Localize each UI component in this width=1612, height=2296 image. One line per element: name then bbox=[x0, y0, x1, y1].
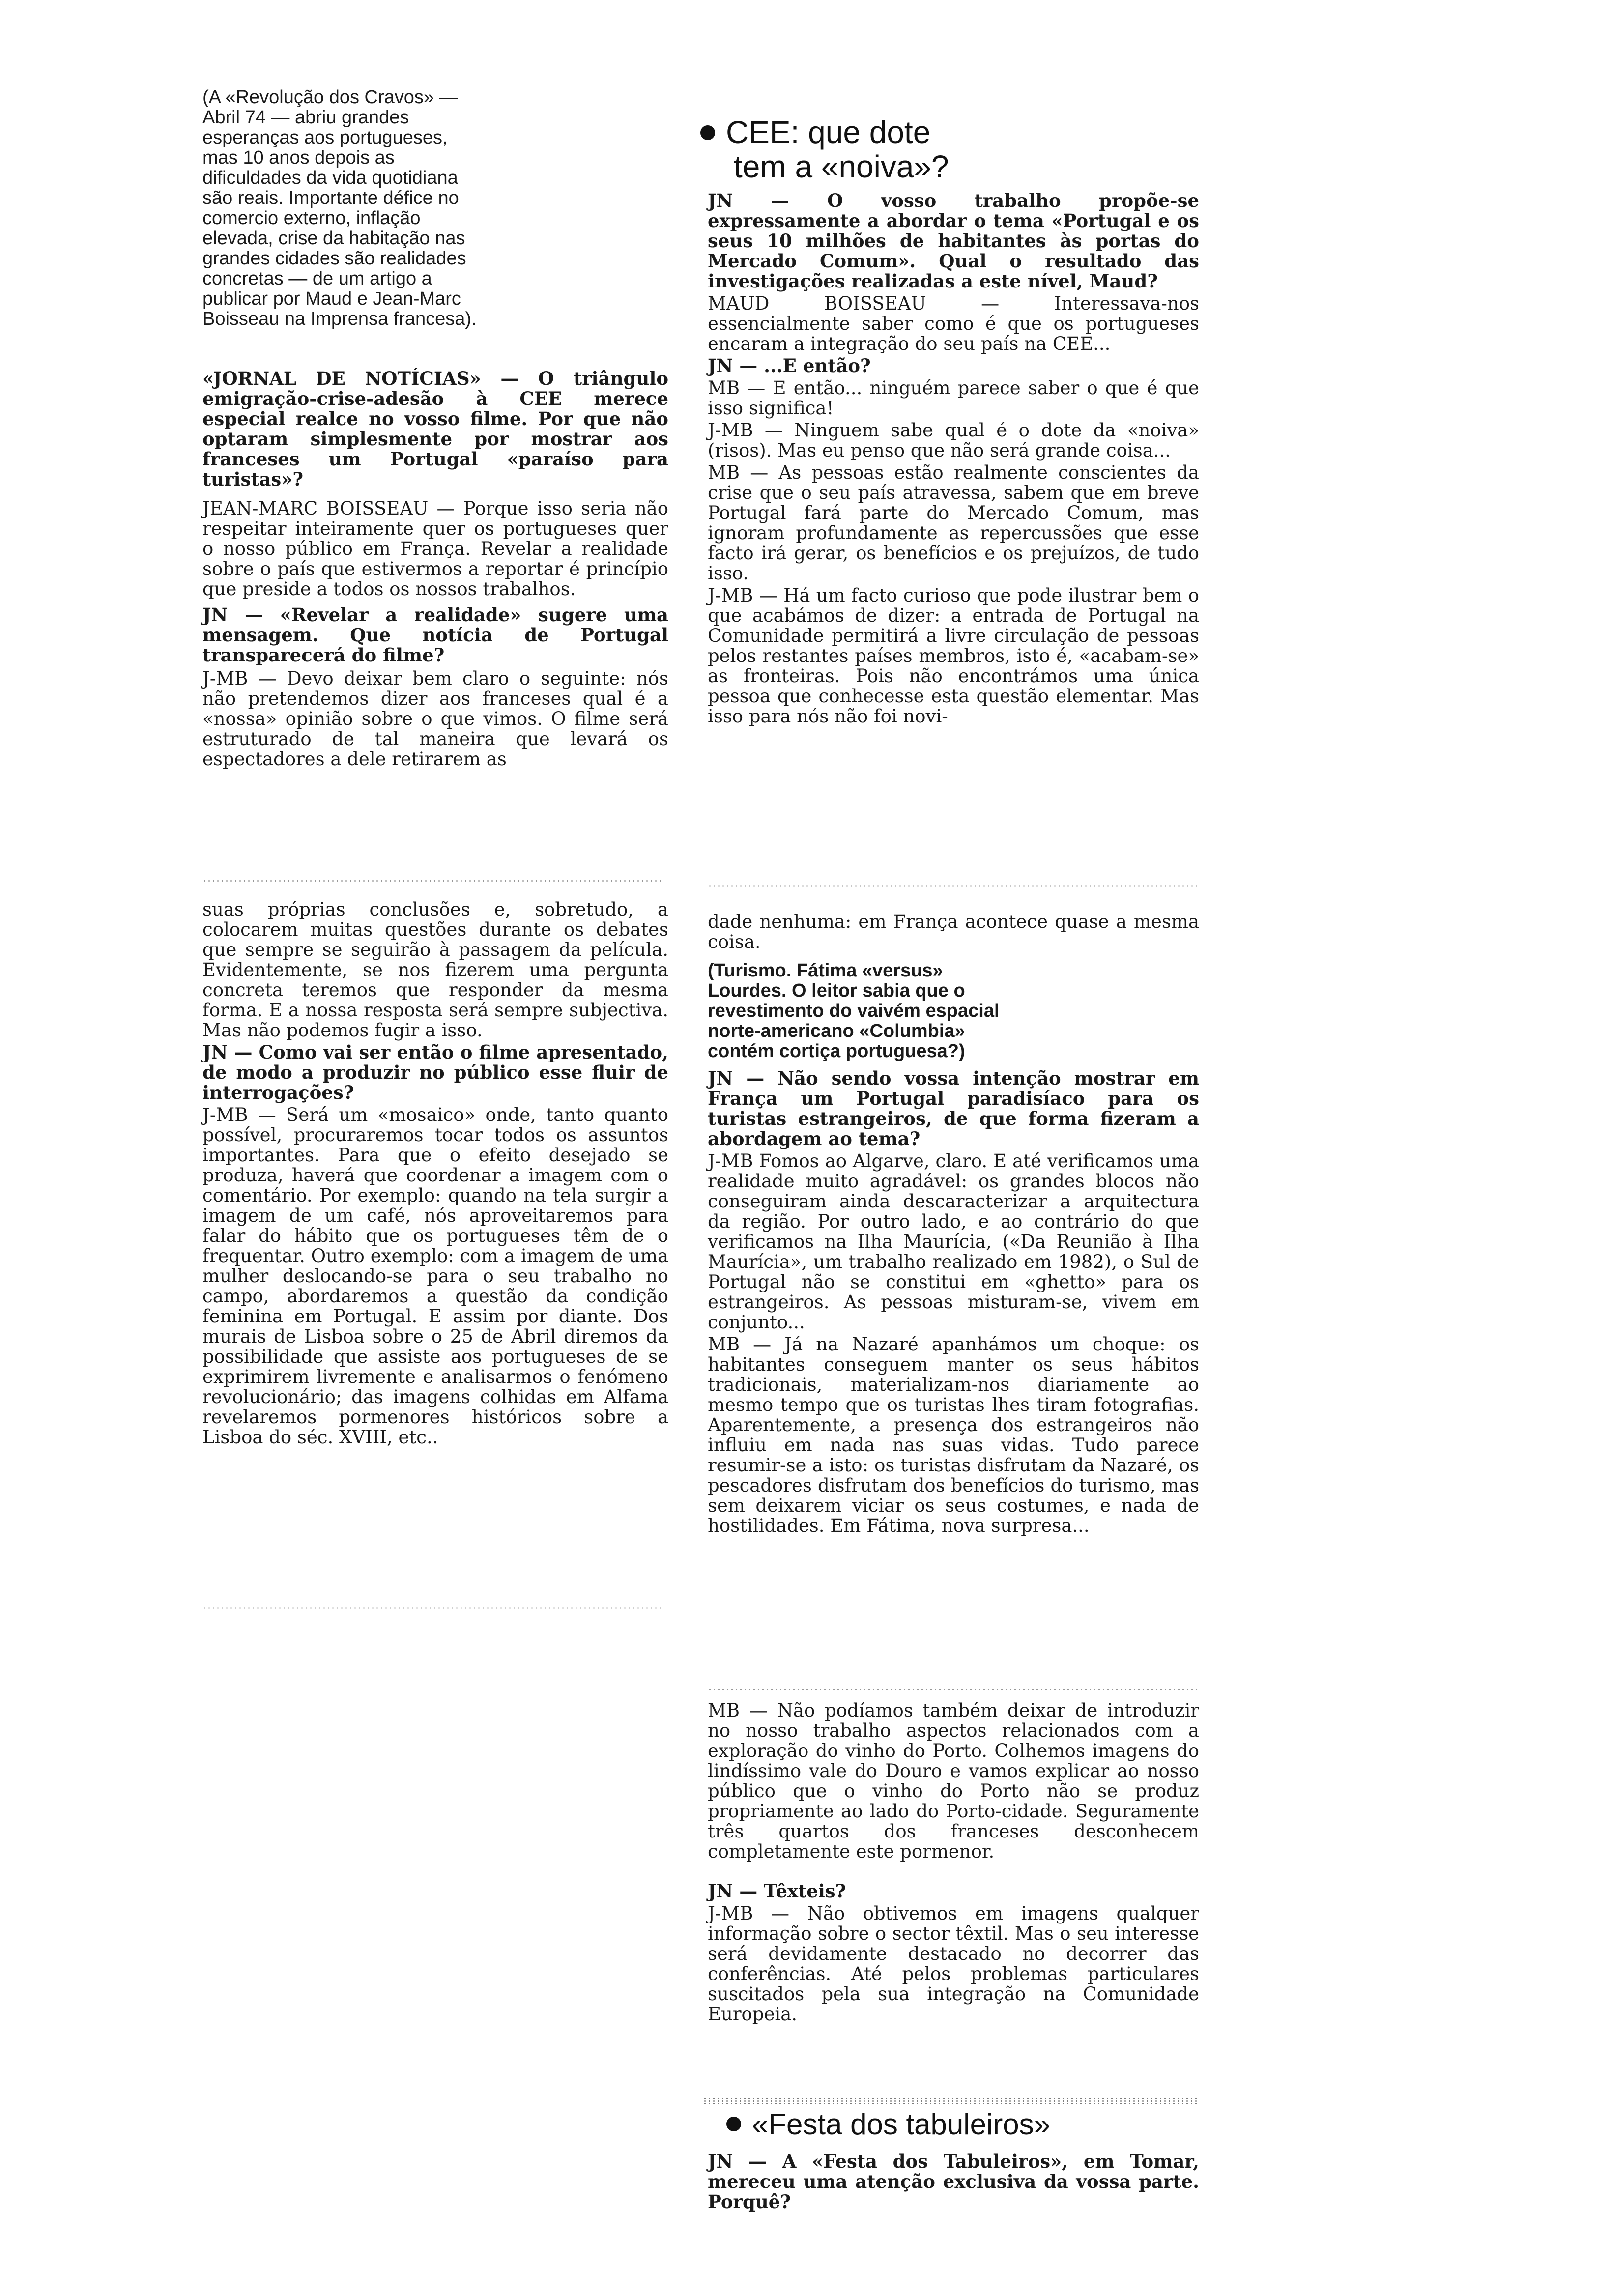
answer-jmb-fronteiras-continued: dade nenhuma: em França acontece quase a mesma coisa. bbox=[708, 911, 1199, 952]
answer-maud-1: MAUD BOISSEAU — Interessava-nos essencialmente saber como é que os portugueses encaram a integração do seu país na CEE... bbox=[708, 293, 1199, 354]
tourism-aside: (Turismo. Fátima «versus» Lourdes. O leitor sabia que o revestimento do vaivém espacial norte-americano «Columbia» contém cortiça portuguesa?) bbox=[708, 960, 1000, 1062]
scan-noise-divider bbox=[708, 1688, 1199, 1691]
section-heading-festa: «Festa dos tabuleiros» bbox=[726, 2108, 1050, 2141]
answer-jmb-fronteiras: J-MB — Há um facto curioso que pode ilustrar bem o que acabámos de dizer: a entrada de Portugal na Comunidade permitirá a livre circulação de pessoas pelos restantes países membros, isto é, «acabam-se» as fronteiras. Pois não encontrámos uma única pessoa que conhecesse esta questão elementar. Mas isso para nós não foi novi- bbox=[708, 585, 1199, 727]
answer-jmb-texteis: J-MB — Não obtivemos em imagens qualquer informação sobre o sector têxtil. Mas o seu interesse será devidamente destacado no decorrer das conferências. Até pelos problemas particulares suscitados pela sua integração na Comunidade Europeia. bbox=[708, 1903, 1199, 2025]
answer-mb-porto: MB — Não podíamos também deixar de introduzir no nosso trabalho aspectos relacionados com a exploração do vinho do Porto. Colhemos imagens do lindíssimo vale do Douro e vamos explicar ao nosso público que o vinho do Porto não se produz propriamente ao lado do Porto-cidade. Seguramente três quartos dos franceses desconhecem completamente este pormenor. bbox=[708, 1700, 1199, 1862]
section-heading-cee: CEE: que dote bbox=[700, 116, 930, 148]
question-triangle: «JORNAL DE NOTÍCIAS» — O triângulo emigração-crise-adesão à CEE merece especial realce no vosso filme. Por que não optaram simplesmente por mostrar aos franceses um Portugal «paraíso para turistas»? bbox=[202, 368, 668, 490]
bullet-icon bbox=[700, 125, 715, 140]
right-column-bottom bbox=[708, 1700, 1199, 2024]
left-column-bottom bbox=[202, 899, 668, 1447]
left-column-top bbox=[202, 87, 668, 769]
scan-noise-divider bbox=[202, 880, 664, 882]
answer-jmb-mosaic: J-MB — Será um «mosaico» onde, tanto quanto possível, procuraremos tocar todos os assuntos importantes. Para que o efeito desejado se produza, haverá que coordenar a imagem com o comentário. Por exemplo: quando na tela surgir a imagem de um café, nós aproveitaremos para falar do hábito que os portugueses têm de o frequentar. Outro exemplo: com a imagem de uma mulher deslocando-se para o seu trabalho no campo, abordaremos a questão da condição feminina em Portugal. E assim por diante. Dos murais de Lisboa sobre o 25 de Abril diremos da possibilidade que assiste aos portugueses de se exprimirem livremente e analisarmos o fenómeno revolucionário; das imagens colhidas em Alfama revelaremos pormenores históricos sobre a Lisboa do séc. XVIII, etc.. bbox=[202, 1104, 668, 1448]
answer-jmb-dote: J-MB — Ninguem sabe qual é o dote da «noiva» (risos). Mas eu penso que não será grande coisa... bbox=[708, 420, 1199, 461]
question-reveal-reality: JN — «Revelar a realidade» sugere uma mensagem. Que notícia de Portugal transparecerá do filme? bbox=[202, 604, 668, 666]
bullet-icon bbox=[726, 2117, 741, 2131]
scan-noise-divider bbox=[202, 1607, 664, 1609]
question-film-presentation: JN — Como vai ser então o filme apresentado, de modo a produzir no público esse fluir de interrogações? bbox=[202, 1041, 668, 1103]
question-mercado-comum: JN — O vosso trabalho propõe-se expressamente a abordar o tema «Portugal e os seus 10 milhões de habitantes às portas do Mercado Comum». Qual o resultado das investigações realizadas a este nível, Maud? bbox=[708, 190, 1199, 292]
answer-mb-nazare: MB — Já na Nazaré apanhámos um choque: os habitantes conseguem manter os seus hábitos tradicionais, materializam-nos diariamente ao mesmo tempo que os turistas lhes tiram fotografias. Aparentemente, a presença dos estrangeiros não influiu em nada nas suas vidas. Tudo parece resumir-se a isto: os turistas disfrutam da Nazaré, os pescadores disfrutam dos benefícios do turismo, mas sem deixarem viciar os seus costumes, e nada de hostilidades. Em Fátima, nova surpresa... bbox=[708, 1334, 1199, 1536]
scan-noise-divider bbox=[708, 885, 1199, 887]
answer-mb-crise: MB — As pessoas estão realmente conscientes da crise que o seu país atravessa, sabem que em breve Portugal fará parte do Mercado Comum, mas ignoram profundamente as repercussões que esse facto irá gerar, os benefícios e os prejuízos, de tudo isso. bbox=[708, 462, 1199, 584]
right-column-festa bbox=[708, 2152, 1199, 2212]
section-heading-cee-line2: tem a «noiva»? bbox=[734, 149, 949, 184]
right-column-top bbox=[708, 191, 1199, 726]
question-e-entao: JN — ...E então? bbox=[708, 355, 871, 376]
intro-paragraph: (A «Revolução dos Cravos» — Abril 74 — abriu grandes esperanças aos portugueses, mas 10 anos depois as dificuldades da vida quotidiana são reais. Importante défice no comercio externo, inflação elevada, crise da habitação nas grandes cidades são realidades concretas — de um artigo a publicar por Maud e Jean-Marc Boisseau na Imprensa francesa). bbox=[202, 87, 477, 329]
answer-jmb-2: J-MB — Devo deixar bem claro o seguinte: nós não pretendemos dizer aos franceses qual é a «nossa» opinião sobre o que vimos. O filme será estruturado de tal maneira que levará os espectadores a dele retirarem as bbox=[202, 668, 668, 770]
answer-jmb-2-continued: suas próprias conclusões e, sobretudo, a colocarem muitas questões durante os debates que sempre se seguirão à passagem da película. Evidentemente, se nos fizerem uma pergunta concreta teremos que responder da mesma forma. E a nossa resposta será sempre subjectiva. Mas não podemos fugir a isso. bbox=[202, 899, 668, 1041]
scan-noise-divider bbox=[703, 2097, 1199, 2104]
question-festa: JN — A «Festa dos Tabuleiros», em Tomar, mereceu uma atenção exclusiva da vossa parte. Porquê? bbox=[708, 2151, 1199, 2212]
answer-jmb-algarve: J-MB Fomos ao Algarve, claro. E até verificamos uma realidade muito agradável: os grandes blocos não conseguiram ainda descaracterizar a arquitectura da região. Por outro lado, e ao contrário do que verificamos na Ilha Maurícia, («Da Reunião à Ilha Maurícia», um trabalho realizado em 1982), o Sul de Portugal não se constitui em «ghetto» para os estrangeiros. As pessoas misturam-se, vivem em conjunto... bbox=[708, 1150, 1199, 1333]
right-column-middle bbox=[708, 912, 1199, 1536]
question-texteis: JN — Têxteis? bbox=[708, 1880, 846, 1902]
answer-jmb-1: JEAN-MARC BOISSEAU — Porque isso seria não respeitar inteiramente quer os portugueses quer o nosso público em França. Revelar a realidade sobre o país que estivermos a reportar é princípio que preside a todos os nossos trabalhos. bbox=[202, 498, 668, 600]
answer-mb-1: MB — E então... ninguém parece saber o que é que isso significa! bbox=[708, 377, 1199, 419]
question-paradise: JN — Não sendo vossa intenção mostrar em França um Portugal paradisíaco para os turistas estrangeiros, de que forma fizeram a abordagem ao tema? bbox=[708, 1067, 1199, 1149]
